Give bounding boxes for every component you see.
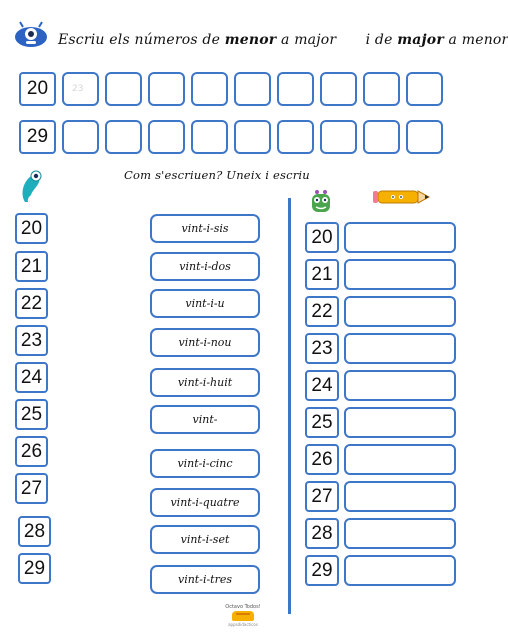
- sort-row1-box-7[interactable]: [277, 72, 314, 106]
- instruction-i-de: i de: [365, 32, 398, 48]
- left-number-27-value: 27: [20, 477, 43, 499]
- sort-row2-box-8[interactable]: [320, 120, 357, 154]
- pencil-icon: [371, 186, 431, 208]
- word-card-6[interactable]: vint-: [150, 405, 260, 434]
- left-number-24-value: 24: [20, 366, 43, 388]
- right-number-26: [305, 444, 339, 475]
- instruction-a-major: a major: [276, 32, 337, 48]
- sort-row1-box-4[interactable]: [148, 72, 185, 106]
- sort-row1-box-1: [19, 72, 56, 106]
- answer-box-29[interactable]: [344, 555, 456, 586]
- sort-row2-value-1: 29: [26, 126, 49, 147]
- sort-row1-faint-value: 23: [72, 84, 84, 94]
- word-card-7[interactable]: vint-i-cinc: [150, 449, 260, 478]
- sort-row2-box-4[interactable]: [148, 120, 185, 154]
- sort-row2-box-2[interactable]: [62, 120, 99, 154]
- left-number-21-value: 21: [20, 255, 43, 277]
- word-card-1[interactable]: vint-i-sis: [150, 214, 260, 243]
- instruction-menor: menor: [224, 32, 277, 48]
- left-number-28: [18, 516, 51, 547]
- top-mascot-icon: [14, 20, 48, 48]
- answer-box-22[interactable]: [344, 296, 456, 327]
- left-number-20-value: 20: [20, 217, 43, 239]
- sort-row2-box-1: [19, 120, 56, 154]
- sort-row2-box-9[interactable]: [363, 120, 400, 154]
- sort-row1-value-1: 20: [26, 78, 49, 99]
- sort-row2-box-10[interactable]: [406, 120, 443, 154]
- right-number-23: [305, 333, 339, 364]
- footer-logo-icon: [232, 611, 254, 621]
- right-number-24: [305, 370, 339, 401]
- right-number-29: [305, 555, 339, 586]
- right-number-25: [305, 407, 339, 438]
- right-number-28: [305, 518, 339, 549]
- sort-row1-box-6[interactable]: [234, 72, 271, 106]
- sort-row2-box-3[interactable]: [105, 120, 142, 154]
- left-number-29: [18, 553, 51, 584]
- left-number-21: [15, 251, 48, 282]
- vertical-divider: [288, 198, 291, 614]
- right-number-23-value: 23: [311, 337, 333, 359]
- right-number-21: [305, 259, 339, 290]
- left-number-20: [15, 213, 48, 244]
- left-number-22: [15, 288, 48, 319]
- answer-box-20[interactable]: [344, 222, 456, 253]
- left-mascot-icon: [17, 166, 53, 206]
- right-number-27: [305, 481, 339, 512]
- right-number-26-value: 26: [311, 448, 333, 470]
- sort-row1-box-8[interactable]: [320, 72, 357, 106]
- right-number-22: [305, 296, 339, 327]
- sort-row1-box-5[interactable]: [191, 72, 228, 106]
- sort-row1-box-2[interactable]: [62, 72, 99, 106]
- left-number-23: [15, 325, 48, 356]
- answer-box-28[interactable]: [344, 518, 456, 549]
- match-section-title: Com s'escriuen? Uneix i escriu: [124, 168, 310, 182]
- sort-row1-box-9[interactable]: [363, 72, 400, 106]
- left-number-28-value: 28: [23, 520, 46, 542]
- answer-box-26[interactable]: [344, 444, 456, 475]
- word-card-3[interactable]: vint-i-u: [150, 289, 260, 318]
- footer-logo: [225, 604, 261, 632]
- sort-row2-box-7[interactable]: [277, 120, 314, 154]
- sort-row1-box-10[interactable]: [406, 72, 443, 106]
- sort-row2-box-6[interactable]: [234, 120, 271, 154]
- instruction-a-menor: a menor: [443, 32, 508, 48]
- right-number-21-value: 21: [311, 263, 333, 285]
- left-number-26: [15, 436, 48, 467]
- left-number-29-value: 29: [23, 557, 46, 579]
- left-number-25-value: 25: [20, 403, 43, 425]
- right-number-29-value: 29: [311, 559, 333, 581]
- word-card-5[interactable]: vint-i-huit: [150, 368, 260, 397]
- right-number-24-value: 24: [311, 374, 333, 396]
- left-number-25: [15, 399, 48, 430]
- answer-box-21[interactable]: [344, 259, 456, 290]
- right-number-25-value: 25: [311, 411, 333, 433]
- sort-row1-box-3[interactable]: [105, 72, 142, 106]
- word-card-8[interactable]: vint-i-quatre: [150, 488, 260, 517]
- left-number-24: [15, 362, 48, 393]
- right-number-28-value: 28: [311, 522, 333, 544]
- right-number-20: [305, 222, 339, 253]
- word-card-10[interactable]: vint-i-tres: [150, 565, 260, 594]
- answer-box-24[interactable]: [344, 370, 456, 401]
- answer-box-25[interactable]: [344, 407, 456, 438]
- left-number-27: [15, 473, 48, 504]
- left-number-23-value: 23: [20, 329, 43, 351]
- right-number-27-value: 27: [311, 485, 333, 507]
- word-card-2[interactable]: vint-i-dos: [150, 252, 260, 281]
- word-card-9[interactable]: vint-i-set: [150, 525, 260, 554]
- instruction-prefix: Escriu els números de: [58, 32, 225, 48]
- instruction-line: [58, 32, 508, 48]
- middle-mascot-icon: [305, 186, 337, 218]
- word-card-4[interactable]: vint-i-nou: [150, 328, 260, 357]
- instruction-major: major: [397, 32, 444, 48]
- answer-box-27[interactable]: [344, 481, 456, 512]
- footer-logo-line2: appsdidacticos: [228, 622, 258, 627]
- sort-row2-box-5[interactable]: [191, 120, 228, 154]
- footer-logo-line1: Octavo Todos!: [225, 604, 261, 610]
- left-number-22-value: 22: [20, 292, 43, 314]
- left-number-26-value: 26: [20, 440, 43, 462]
- right-number-20-value: 20: [311, 226, 333, 248]
- right-number-22-value: 22: [311, 300, 333, 322]
- answer-box-23[interactable]: [344, 333, 456, 364]
